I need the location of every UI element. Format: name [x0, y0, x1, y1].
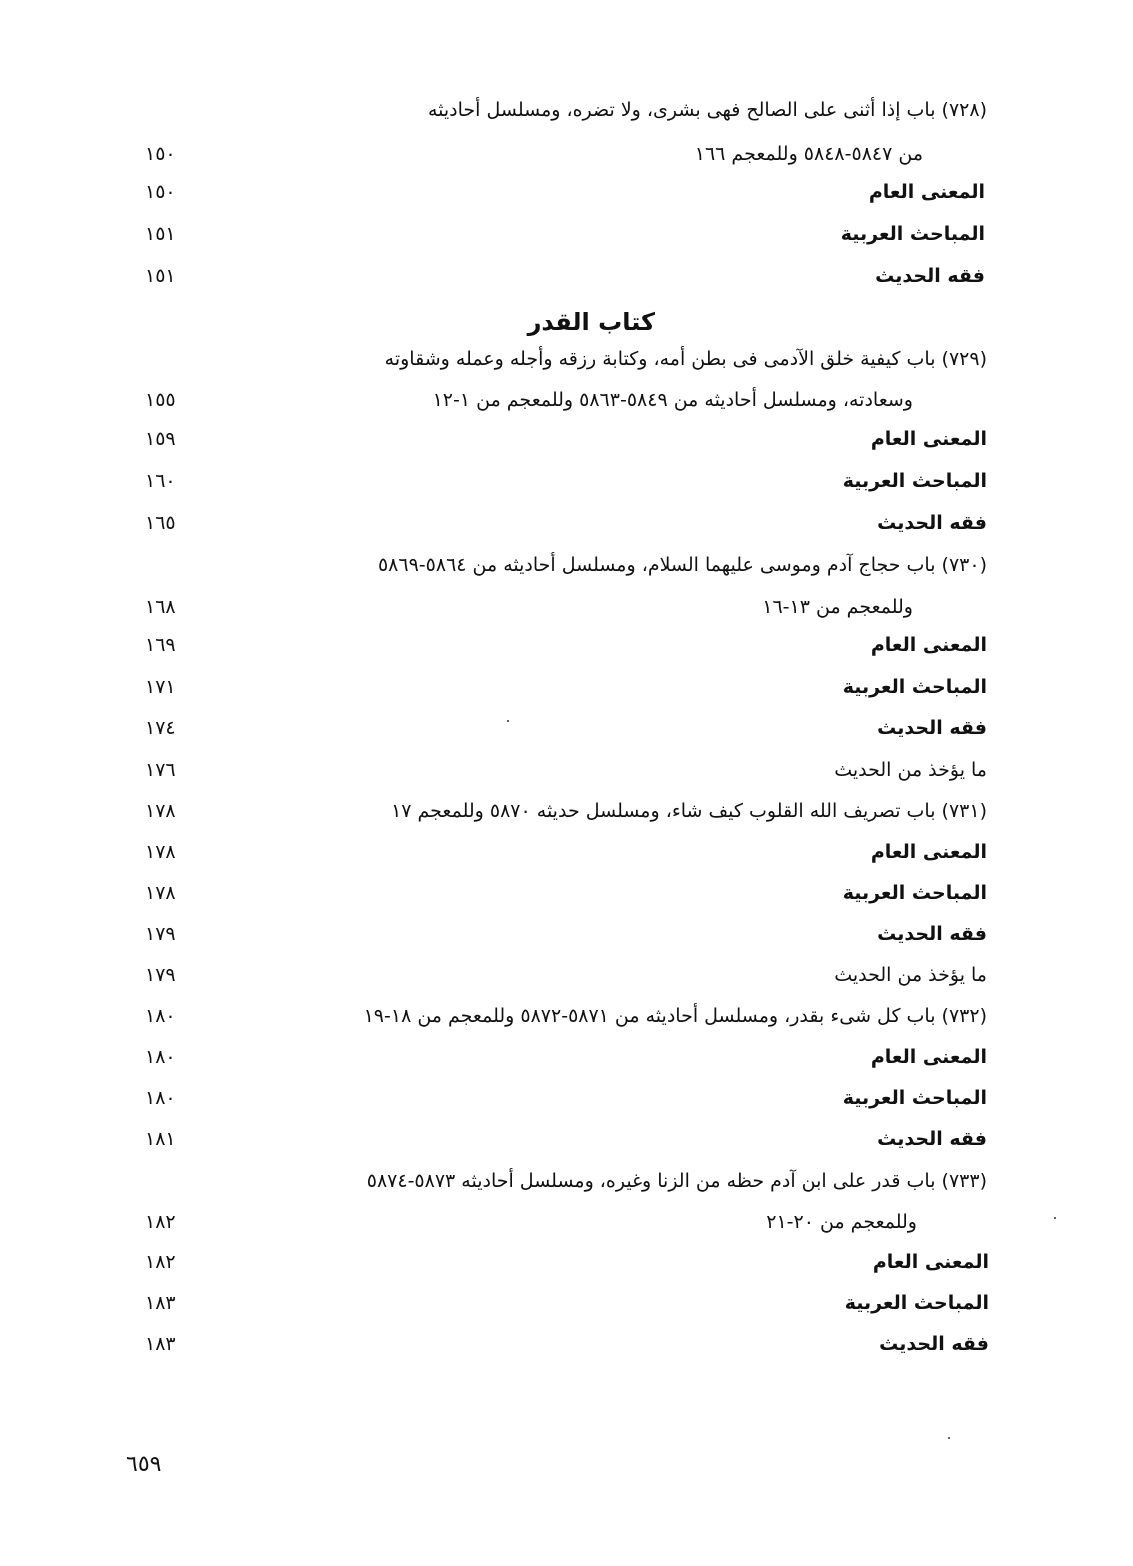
toc-page-number: ١٦٠ [145, 470, 176, 492]
toc-entry-text: وللمعجم من ٢٠-٢١ [766, 1211, 917, 1233]
toc-entry-text: ما يؤخذ من الحديث [834, 964, 987, 986]
toc-entry-text: المعنى العام [868, 181, 985, 203]
page-folio: ٦٥٩ [126, 1452, 162, 1477]
toc-page-number: ١٧٨ [145, 841, 176, 863]
toc-row [0, 1205, 1133, 1239]
toc-row [0, 1040, 1133, 1074]
toc-page-number: ١٧٩ [145, 923, 176, 945]
toc-page-number: ١٨٣ [145, 1292, 176, 1314]
toc-entry-text: المعنى العام [870, 428, 987, 450]
toc-page-number: ١٥١ [145, 265, 176, 287]
toc-entry-text: فقه الحديث [875, 265, 985, 287]
toc-entry-text: فقه الحديث [877, 512, 987, 534]
toc-page-number: ١٧٦ [145, 759, 176, 781]
toc-entry-text: فقه الحديث [877, 717, 987, 739]
toc-row [0, 506, 1133, 540]
toc-entry-text: المباحث العربية [842, 676, 987, 698]
toc-row [0, 1286, 1133, 1320]
toc-row [0, 1245, 1133, 1279]
toc-page-number: ١٦٩ [145, 634, 176, 656]
toc-row [0, 917, 1133, 951]
toc-page-number: ١٨٢ [145, 1211, 176, 1233]
toc-row [0, 1327, 1133, 1361]
toc-row [0, 175, 1133, 209]
toc-entry-text: وسعادته، ومسلسل أحاديثه من ٥٨٤٩-٥٨٦٣ وللمعجم من ١-١٢ [432, 389, 913, 411]
book-heading: كتاب القدر [527, 308, 655, 336]
toc-row [0, 137, 1133, 171]
toc-entry-text: وللمعجم من ١٣-١٦ [762, 596, 913, 618]
toc-entry-text: المباحث العربية [842, 882, 987, 904]
scan-speck [1054, 1217, 1056, 1219]
toc-row [0, 1081, 1133, 1115]
toc-page-number: ١٨٠ [145, 1005, 176, 1027]
toc-page-number: ١٨٣ [145, 1333, 176, 1355]
toc-row [0, 628, 1133, 662]
toc-entry-text: المباحث العربية [842, 470, 987, 492]
toc-row [0, 548, 1133, 582]
toc-page-number: ١٨٠ [145, 1087, 176, 1109]
toc-row [0, 958, 1133, 992]
toc-entry-text: المعنى العام [870, 1046, 987, 1068]
toc-entry-text: (٧٢٨) باب إذا أثنى على الصالح فهى بشرى، ولا تضره، ومسلسل أحاديثه [427, 99, 987, 121]
toc-row [0, 999, 1133, 1033]
toc-row [0, 422, 1133, 456]
toc-entry-text: المباحث العربية [844, 1292, 989, 1314]
toc-page-number: ١٥٠ [145, 181, 176, 203]
toc-page-number: ١٦٥ [145, 512, 176, 534]
toc-row [0, 93, 1133, 127]
scan-speck [948, 1437, 950, 1439]
toc-page-number: ١٦٨ [145, 596, 176, 618]
toc-page-number: ١٧٤ [145, 717, 176, 739]
scan-speck [507, 720, 509, 722]
toc-entry-text: فقه الحديث [879, 1333, 989, 1355]
toc-row [0, 876, 1133, 910]
toc-page-number: ١٥٠ [145, 143, 176, 165]
toc-row [0, 753, 1133, 787]
toc-entry-text: فقه الحديث [877, 1128, 987, 1150]
toc-row [0, 1122, 1133, 1156]
toc-entry-text: (٧٣٣) باب قدر على ابن آدم حظه من الزنا وغيره، ومسلسل أحاديثه ٥٨٧٣-٥٨٧٤ [366, 1170, 987, 1192]
toc-page-number: ١٨٢ [145, 1251, 176, 1273]
toc-entry-text: (٧٣٢) باب كل شىء بقدر، ومسلسل أحاديثه من ٥٨٧١-٥٨٧٢ وللمعجم من ١٨-١٩ [363, 1005, 987, 1027]
toc-row [0, 464, 1133, 498]
toc-row [0, 670, 1133, 704]
toc-row [0, 217, 1133, 251]
toc-entry-text: المعنى العام [872, 1251, 989, 1273]
toc-row [0, 794, 1133, 828]
toc-row [0, 342, 1133, 376]
toc-entry-text: من ٥٨٤٧-٥٨٤٨ وللمعجم ١٦٦ [694, 143, 923, 165]
toc-page-number: ١٥٩ [145, 428, 176, 450]
toc-entry-text: المباحث العربية [840, 223, 985, 245]
toc-page-number: ١٥١ [145, 223, 176, 245]
toc-row [0, 590, 1133, 624]
toc-page-number: ١٧٨ [145, 800, 176, 822]
toc-page-number: ١٧١ [145, 676, 176, 698]
toc-row [0, 1164, 1133, 1198]
toc-row [0, 383, 1133, 417]
toc-page-number: ١٨١ [145, 1128, 176, 1150]
toc-entry-text: المباحث العربية [842, 1087, 987, 1109]
toc-entry-text: فقه الحديث [877, 923, 987, 945]
toc-entry-text: المعنى العام [870, 841, 987, 863]
toc-row [0, 835, 1133, 869]
toc-entry-text: ما يؤخذ من الحديث [834, 759, 987, 781]
toc-entry-text: (٧٢٩) باب كيفية خلق الآدمى فى بطن أمه، وكتابة رزقه وأجله وعمله وشقاوته [384, 348, 987, 370]
toc-entry-text: (٧٣١) باب تصريف الله القلوب كيف شاء، ومسلسل حديثه ٥٨٧٠ وللمعجم ١٧ [391, 800, 987, 822]
toc-page-number: ١٥٥ [145, 389, 176, 411]
toc-row [0, 711, 1133, 745]
toc-entry-text: المعنى العام [870, 634, 987, 656]
toc-page-number: ١٧٩ [145, 964, 176, 986]
toc-page-number: ١٨٠ [145, 1046, 176, 1068]
toc-page-number: ١٧٨ [145, 882, 176, 904]
toc-entry-text: (٧٣٠) باب حجاج آدم وموسى عليهما السلام، ومسلسل أحاديثه من ٥٨٦٤-٥٨٦٩ [377, 554, 987, 576]
toc-row [0, 259, 1133, 293]
